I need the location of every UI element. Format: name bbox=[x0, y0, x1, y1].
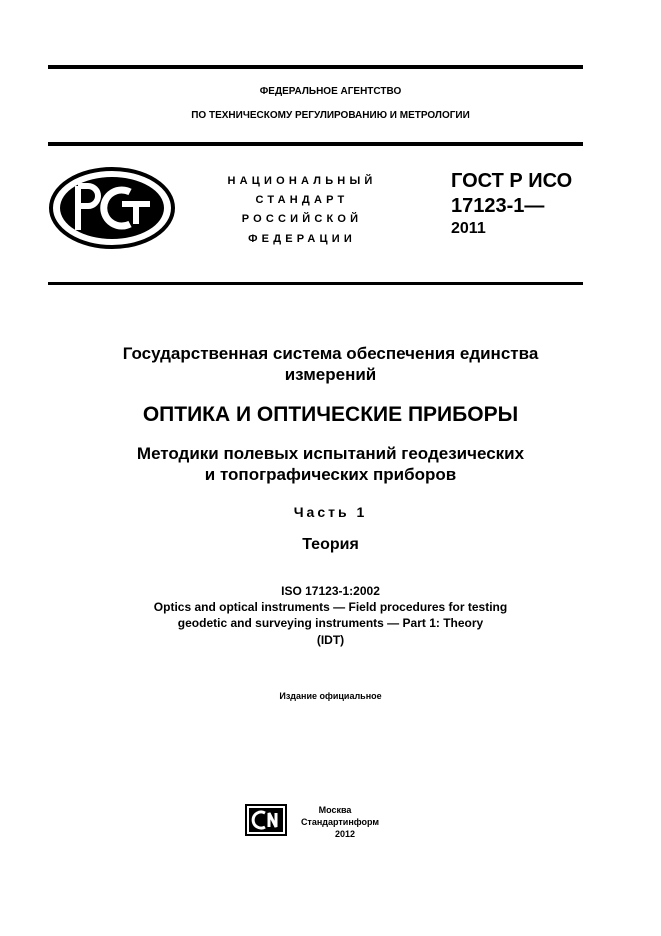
iso-line3: geodetic and surveying instruments — Part 1: Theory bbox=[177, 616, 484, 630]
edition-label: Издание официальное bbox=[279, 691, 382, 701]
publisher-city: Москва bbox=[318, 805, 352, 815]
part-number: Часть 1 bbox=[293, 504, 368, 520]
iso-line2: Optics and optical instruments — Field procedures for testing bbox=[153, 600, 508, 614]
agency-line1: ФЕДЕРАЛЬНОЕ АГЕНТСТВО bbox=[259, 86, 402, 97]
iso-line4: (IDT) bbox=[316, 633, 345, 647]
designation-line1: ГОСТ Р ИСО bbox=[451, 170, 573, 192]
subtitle-line2: и топографических приборов bbox=[204, 465, 457, 484]
system-title-line1: Государственная система обеспечения единства bbox=[122, 344, 539, 363]
publisher-logo bbox=[245, 804, 287, 836]
standard-type-line4: ФЕДЕРАЦИИ bbox=[248, 233, 356, 245]
publisher-year: 2012 bbox=[334, 829, 356, 839]
top-rule bbox=[48, 65, 583, 69]
agency-line2: ПО ТЕХНИЧЕСКОМУ РЕГУЛИРОВАНИЮ И МЕТРОЛОГИИ bbox=[191, 110, 470, 121]
header-rule bbox=[48, 142, 583, 146]
designation-line2: 17123-1— bbox=[451, 195, 545, 217]
part-name: Теория bbox=[302, 536, 359, 553]
standard-type-line1: НАЦИОНАЛЬНЫЙ bbox=[227, 175, 377, 187]
main-title: ОПТИКА И ОПТИЧЕСКИЕ ПРИБОРЫ bbox=[142, 403, 519, 426]
system-title-line2: измерений bbox=[284, 365, 377, 384]
standard-type-line3: РОССИЙСКОЙ bbox=[241, 213, 363, 225]
designation-line3: 2011 bbox=[451, 220, 486, 237]
standard-type-line2: СТАНДАРТ bbox=[255, 194, 349, 206]
iso-line1: ISO 17123-1:2002 bbox=[281, 584, 380, 598]
designation-rule bbox=[48, 282, 583, 285]
rst-logo bbox=[48, 166, 176, 250]
subtitle-line1: Методики полевых испытаний геодезических bbox=[136, 444, 525, 463]
publisher-name: Стандартинформ bbox=[300, 817, 380, 827]
